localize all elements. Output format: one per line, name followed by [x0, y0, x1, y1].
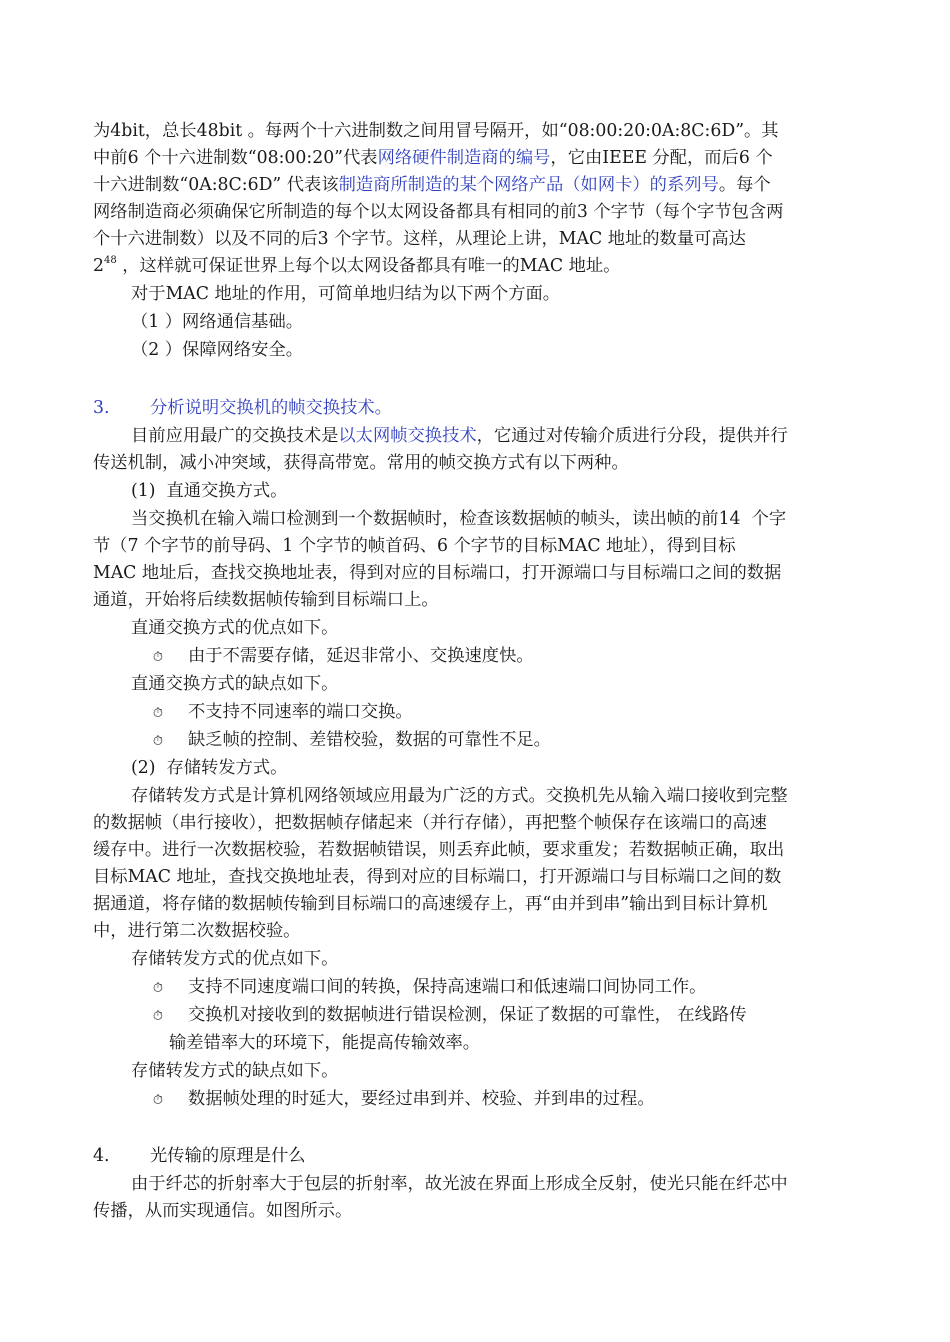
clock-bullet-icon: ⏱ — [152, 981, 164, 996]
clock-bullet-icon: ⏱ — [152, 1009, 164, 1024]
intro-line-1: 为4bit，总长48bit 。每两个十六进制数之间用冒号隔开，如“08:00:20:0A:8C:6D”。其 — [93, 121, 779, 141]
s3-para1-line2: 传送机制，减小冲突域，获得高带宽。常用的帧交换方式有以下两种。 — [93, 453, 629, 473]
text-span: 由于不需要存储，延迟非常小、交换速度快。 — [188, 646, 534, 666]
text-span: 。每个 — [718, 175, 771, 195]
ct-line-1: 当交换机在输入端口检测到一个数据帧时，检查该数据帧的帧头，读出帧的前14 个字 — [131, 509, 787, 529]
text-span: ，它由IEEE 分配，而后6 个 — [550, 148, 773, 168]
text-span: 数据帧处理的时延大，要经过串到并、校验、并到串的过程。 — [188, 1089, 655, 1109]
sf-line-1: 存储转发方式是计算机网络领域应用最为广泛的方式。交换机先从输入端口接收到完整 — [131, 786, 788, 806]
intro-line-5: 个十六进制数）以及不同的后3 个字节。这样，从理论上讲，MAC 地址的数量可高达 — [93, 229, 746, 249]
intro-line-2 — [93, 145, 773, 172]
clock-bullet-icon: ⏱ — [152, 650, 164, 665]
cut-through-heading: (1) 直通交换方式。 — [131, 481, 288, 501]
hyperlink-product-serial[interactable]: 制造商所制造的某个网络产品（如网卡）的系列号 — [338, 175, 719, 195]
mac-role-2: （2 ）保障网络安全。 — [131, 340, 304, 360]
text-span: 十六进制数“0A:8C:6D” 代表该 — [93, 175, 339, 195]
text-span: 目前应用最广的交换技术是 — [131, 426, 339, 446]
superscript: 48 — [104, 255, 117, 266]
text-span: 缺乏帧的控制、差错校验，数据的可靠性不足。 — [188, 730, 551, 750]
text-span: 支持不同速度端口间的转换，保持高速端口和低速端口间协同工作。 — [188, 977, 707, 997]
ct-advantages-title: 直通交换方式的优点如下。 — [131, 618, 339, 638]
section-3-title: 分析说明交换机的帧交换技术。 — [150, 398, 392, 418]
sf-advantage-2 — [150, 1002, 747, 1030]
mac-role-1: （1 ）网络通信基础。 — [131, 312, 304, 332]
text-span: 不支持不同速率的端口交换。 — [188, 702, 413, 722]
intro-line-4: 网络制造商必须确保它所制造的每个以太网设备都具有相同的前3 个字节（每个字节包含两 — [93, 202, 784, 222]
s4-line-1: 由于纤芯的折射率大于包层的折射率，故光波在界面上形成全反射，使光只能在纤芯中 — [131, 1174, 788, 1194]
ct-line-2: 节（7 个字节的前导码、1 个字节的帧首码、6 个字节的目标MAC 地址），得到目标 — [93, 536, 736, 556]
hyperlink-manufacturer-id[interactable]: 网络硬件制造商的编号 — [377, 148, 551, 168]
mac-role-intro: 对于MAC 地址的作用，可简单地归结为以下两个方面。 — [131, 284, 561, 304]
text-span: ，这样就可保证世界上每个以太网设备都具有唯一的MAC 地址。 — [116, 256, 621, 276]
section-4-number: 4. — [93, 1146, 110, 1166]
ct-line-3: MAC 地址后，查找交换地址表，得到对应的目标端口，打开源端口与目标端口之间的数据 — [93, 563, 782, 583]
sf-disadvantage-1 — [150, 1086, 655, 1114]
text-span: 交换机对接收到的数据帧进行错误检测，保证了数据的可靠性， 在线路传 — [188, 1005, 747, 1025]
ct-advantage-1 — [150, 643, 534, 671]
text-span: 中前6 个十六进制数“08:00:20”代表 — [93, 148, 378, 168]
store-forward-heading: (2) 存储转发方式。 — [131, 758, 288, 778]
sf-advantages-title: 存储转发方式的优点如下。 — [131, 949, 339, 969]
ct-disadvantages-title: 直通交换方式的缺点如下。 — [131, 674, 339, 694]
section-3-number: 3. — [93, 398, 110, 418]
sf-line-3: 缓存中。进行一次数据校验，若数据帧错误，则丢弃此帧，要求重发；若数据帧正确，取出 — [93, 840, 785, 860]
text-span: ，它通过对传输介质进行分段，提供并行 — [476, 426, 788, 446]
sf-advantage-2-cont: 输差错率大的环境下，能提高传输效率。 — [169, 1033, 481, 1053]
text-span: 2 — [93, 256, 104, 276]
ct-line-4: 通道，开始将后续数据帧传输到目标端口上。 — [93, 590, 439, 610]
ct-disadvantage-1 — [150, 699, 413, 727]
section-4-title: 光传输的原理是什么 — [150, 1146, 306, 1166]
s3-para1-line1 — [131, 423, 788, 450]
hyperlink-ethernet-frame-switching[interactable]: 以太网帧交换技术 — [338, 426, 477, 446]
sf-line-2: 的数据帧（串行接收），把数据帧存储起来（并行存储），再把整个帧保存在该端口的高速 — [93, 813, 767, 833]
s4-line-2: 传播，从而实现通信。如图所示。 — [93, 1201, 353, 1221]
intro-line-6 — [93, 253, 620, 280]
clock-bullet-icon: ⏱ — [152, 1093, 164, 1108]
sf-disadvantages-title: 存储转发方式的缺点如下。 — [131, 1061, 339, 1081]
sf-line-5: 据通道，将存储的数据帧传输到目标端口的高速缓存上，再“由并到串”输出到目标计算机 — [93, 894, 768, 914]
ct-disadvantage-2 — [150, 727, 551, 755]
clock-bullet-icon: ⏱ — [152, 734, 164, 749]
clock-bullet-icon: ⏱ — [152, 706, 164, 721]
sf-advantage-1 — [150, 974, 706, 1002]
intro-line-3 — [93, 172, 771, 199]
sf-line-6: 中，进行第二次数据校验。 — [93, 921, 301, 941]
sf-line-4: 目标MAC 地址，查找交换地址表，得到对应的目标端口，打开源端口与目标端口之间的数 — [93, 867, 782, 887]
